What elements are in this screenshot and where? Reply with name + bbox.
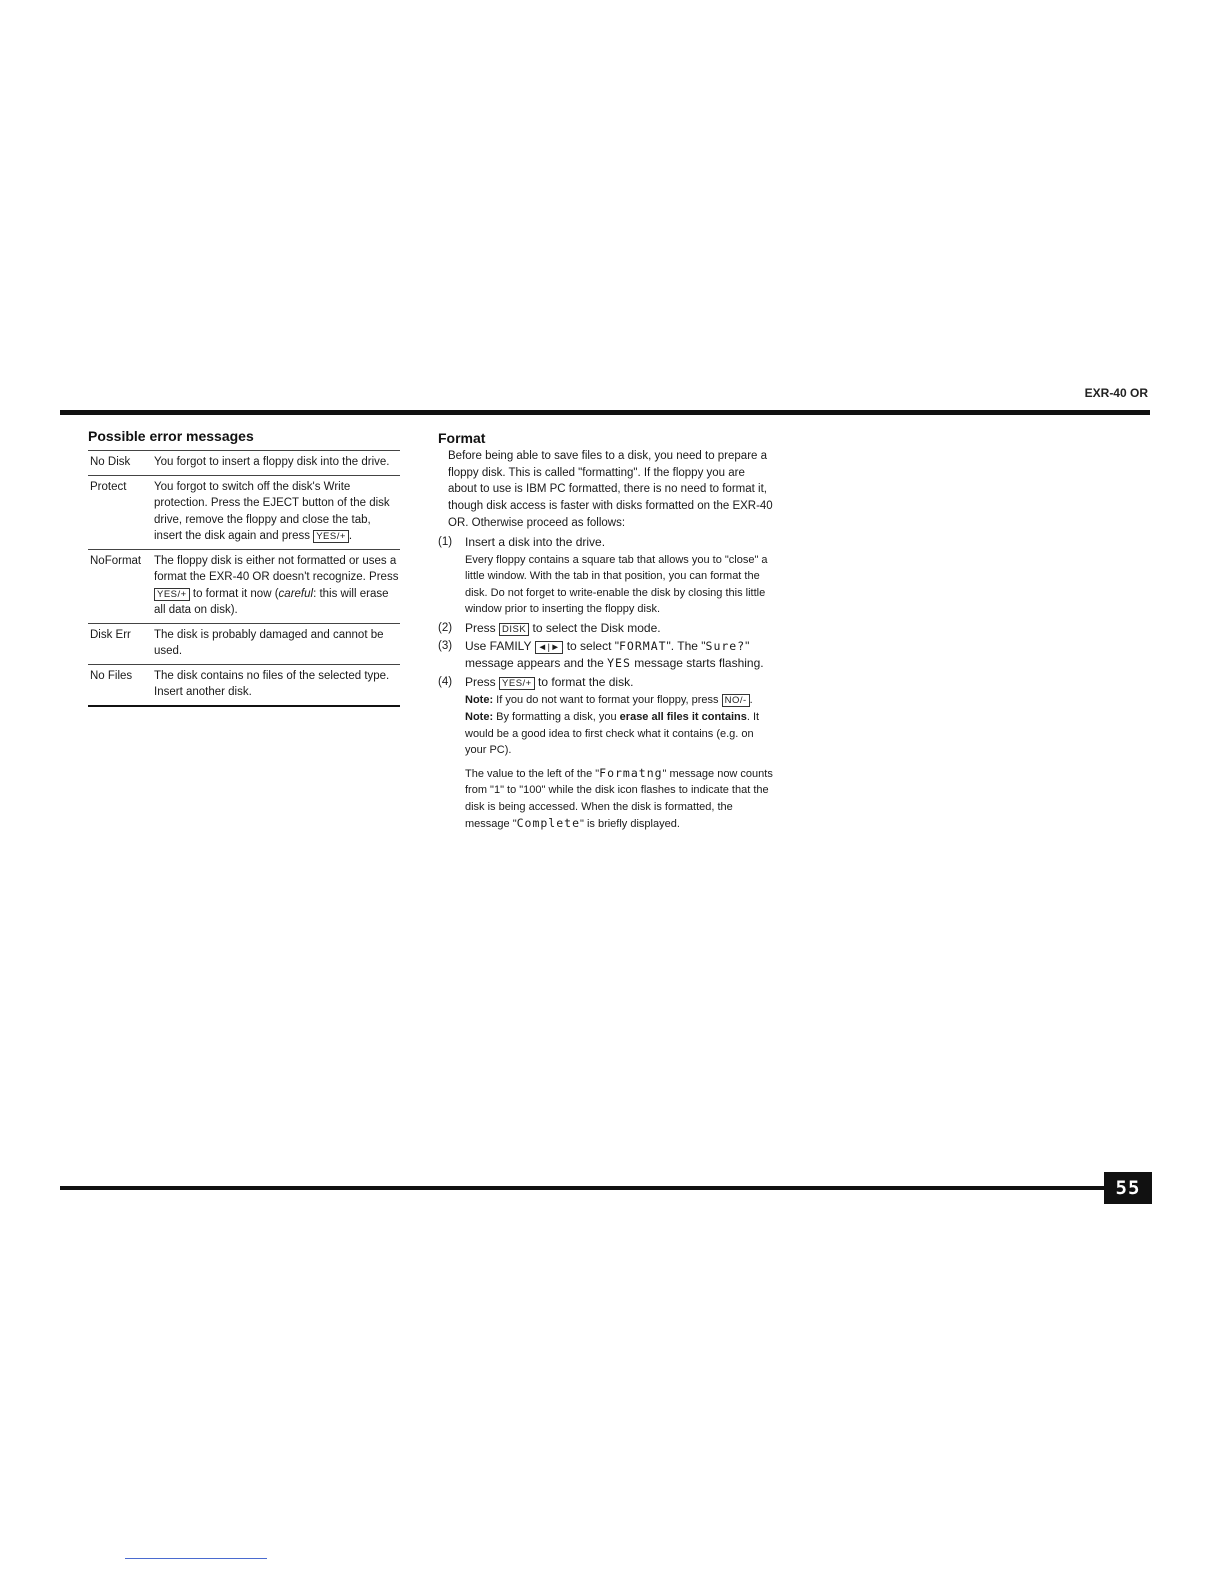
error-term: No Disk bbox=[88, 451, 154, 476]
format-title: Format bbox=[438, 430, 486, 446]
table-row bbox=[88, 549, 400, 623]
lcd-text: Formatng bbox=[599, 765, 663, 780]
table-row bbox=[88, 664, 400, 706]
page-number: 55 bbox=[1104, 1172, 1152, 1204]
error-messages-title: Possible error messages bbox=[88, 428, 254, 444]
lcd-text: Complete bbox=[516, 816, 580, 831]
error-desc: The disk contains no files of the selected type. Insert another disk. bbox=[154, 664, 400, 706]
error-desc: The disk is probably damaged and cannot be used. bbox=[154, 623, 400, 664]
error-desc: You forgot to switch off the disk's Write protection. Press the EJECT button of the disk drive, remove the floppy and close the tab, insert the disk again and press YES/+ . bbox=[154, 475, 400, 549]
list-item: (1) Insert a disk into the drive. Every floppy contains a square tab that allows you to "close" a little window. With the tab in that position, you can format the disk. Do not forget to write-enable the disk by closing this little window prior to inserting the floppy disk. bbox=[438, 534, 776, 618]
step-heading: Press DISK to select the Disk mode. bbox=[465, 620, 661, 635]
error-messages-section bbox=[88, 428, 400, 707]
step-heading: Press YES/+ to format the disk. bbox=[465, 674, 634, 689]
step-paragraph: The value to the left of the "Formatng" message now counts from "1" to "100" while the disk icon flashes to indicate that the disk is being accessed. When the disk is formatted, the message "Complete" is briefly displayed. bbox=[465, 765, 773, 831]
step-heading: Use FAMILY ◄|► to select "FORMAT". The "Sure?" message appears and the YES message starts flashing. bbox=[465, 639, 764, 671]
error-term: Protect bbox=[88, 475, 154, 549]
format-intro: Before being able to save files to a disk, you need to prepare a floppy disk. This is called "formatting". If the floppy you are about to use is IBM PC formatted, there is no need to format it, though disk access is faster with disks formatted on the EXR-40 OR. Otherwise proceed as follows: bbox=[448, 449, 773, 529]
error-desc: You forgot to insert a floppy disk into the drive. bbox=[154, 451, 400, 476]
bottom-rule bbox=[60, 1186, 1106, 1190]
no-minus-key: NO/- bbox=[722, 694, 750, 707]
family-arrow-keys: ◄|► bbox=[535, 641, 564, 654]
format-steps bbox=[438, 534, 776, 833]
lcd-text: YES bbox=[607, 656, 631, 671]
table-row bbox=[88, 451, 400, 476]
lcd-text: Sure? bbox=[705, 639, 746, 654]
error-term: NoFormat bbox=[88, 549, 154, 623]
list-item: (2) Press DISK to select the Disk mode. bbox=[438, 620, 776, 637]
step-body: Every floppy contains a square tab that allows you to "close" a little window. With the tab in that position, you can format the disk. Do not forget to write-enable the disk by closing this little window prior to inserting the floppy disk. bbox=[465, 553, 768, 616]
table-row bbox=[88, 475, 400, 549]
list-item: (3) Use FAMILY ◄|► to select "FORMAT". The "Sure?" message appears and the YES message starts flashing. bbox=[438, 638, 776, 672]
note: Note: If you do not want to format your floppy, press NO/- . bbox=[465, 693, 753, 706]
yes-plus-key: YES/+ bbox=[154, 588, 190, 601]
format-section bbox=[438, 430, 776, 833]
error-term: No Files bbox=[88, 664, 154, 706]
list-item: (4) Press YES/+ to format the disk. Note: If you do not want to format your floppy, press NO/- . Note: By formatting a disk, you erase all files it contains. It would be a good idea to first check what it contains (e.g. on your PC). The value to the left of the "Formatng" message now counts from "1" to "100" while the disk icon flashes to indicate that the disk is being accessed. When the disk is formatted, the message "Complete" is briefly displayed. bbox=[438, 674, 776, 833]
table-row bbox=[88, 623, 400, 664]
note: Note: By formatting a disk, you erase all files it contains. It would be a good idea to first check what it contains (e.g. on your PC). bbox=[465, 711, 760, 757]
error-messages-table bbox=[88, 450, 400, 707]
lcd-text: FORMAT bbox=[619, 639, 667, 654]
error-desc: The floppy disk is either not formatted or uses a format the EXR-40 OR doesn't recognize. Press YES/+ to format it now (careful: this will erase all data on disk). bbox=[154, 549, 400, 623]
step-heading: Insert a disk into the drive. bbox=[465, 534, 606, 549]
disk-key: DISK bbox=[499, 623, 529, 636]
yes-plus-key: YES/+ bbox=[499, 677, 535, 690]
error-term: Disk Err bbox=[88, 623, 154, 664]
bottom-blue-line bbox=[125, 1558, 267, 1559]
yes-plus-key: YES/+ bbox=[313, 530, 349, 543]
header-model-label: EXR-40 OR bbox=[1084, 386, 1148, 400]
top-rule bbox=[60, 410, 1150, 415]
